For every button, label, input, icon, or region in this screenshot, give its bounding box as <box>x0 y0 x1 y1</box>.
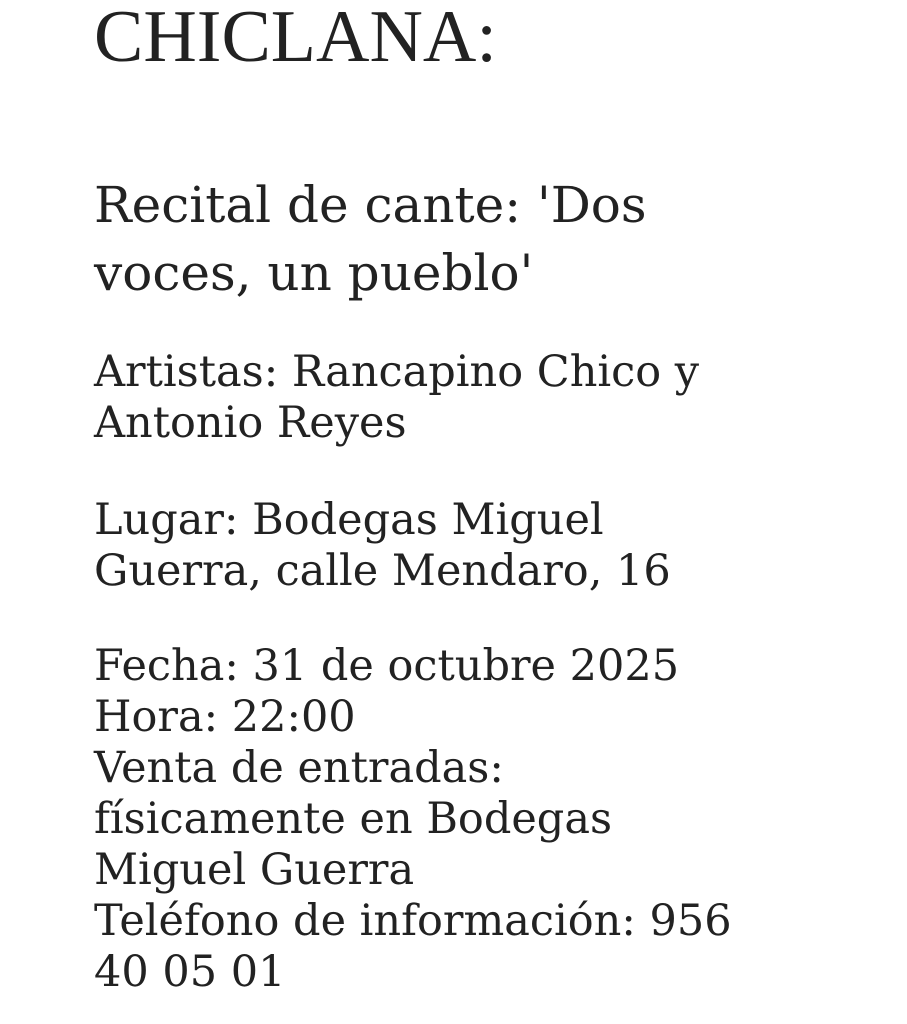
ticket-sales-line-3: Miguel Guerra <box>94 845 415 895</box>
info-phone-line-2: 40 05 01 <box>94 947 286 997</box>
ticket-sales-line-2: físicamente en Bodegas <box>94 794 613 844</box>
ticket-sales-line-1: Venta de entradas: <box>94 743 504 793</box>
venue-text <box>94 495 854 597</box>
event-title-line-2: voces, un pueblo' <box>94 244 534 302</box>
event-details <box>94 641 854 998</box>
event-title <box>94 171 814 307</box>
event-title-line-1: Recital de cante: 'Dos <box>94 176 647 234</box>
venue-line-1: Lugar: Bodegas Miguel <box>94 495 604 545</box>
info-phone-line-1: Teléfono de información: 956 <box>94 896 732 946</box>
artists-text <box>94 347 854 449</box>
event-date: Fecha: 31 de octubre 2025 <box>94 641 680 691</box>
event-time: Hora: 22:00 <box>94 692 356 742</box>
venue-line-2: Guerra, calle Mendaro, 16 <box>94 546 671 596</box>
artists-line-1: Artistas: Rancapino Chico y <box>94 347 700 397</box>
city-heading: CHICLANA: <box>94 0 497 78</box>
artists-line-2: Antonio Reyes <box>94 398 407 448</box>
